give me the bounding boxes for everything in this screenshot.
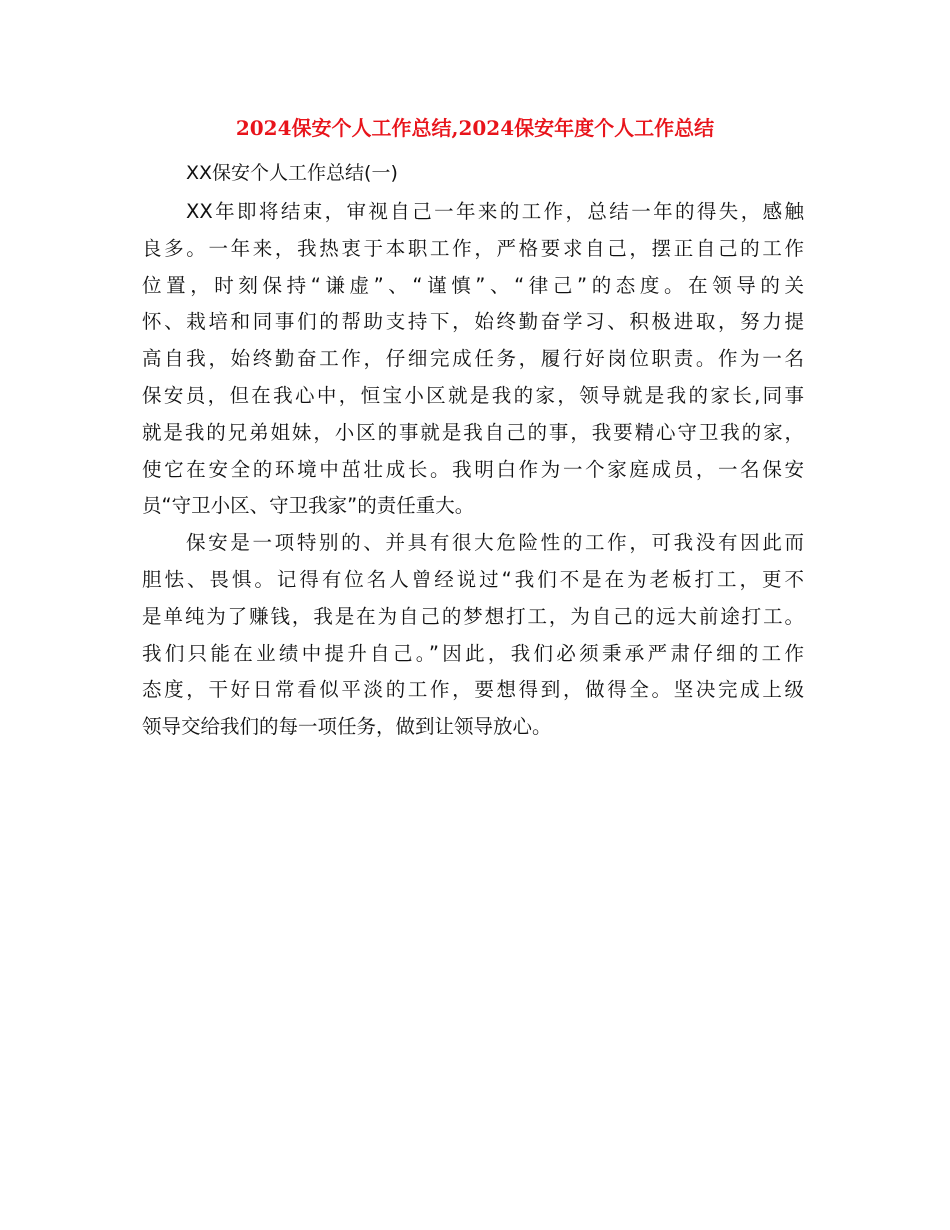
paragraph-line: 位置，时刻保持“谦虚”、“谨慎”、“律己”的态度。在领导的关 xyxy=(142,273,804,297)
document-body xyxy=(142,194,804,746)
paragraph-line: 领导交给我们的每一项任务，做到让领导放心。 xyxy=(142,715,552,739)
paragraph-line: XX年即将结束，审视自己一年来的工作，总结一年的得失，感触 xyxy=(186,200,804,223)
paragraph-line: 我们只能在业绩中提升自己。”因此，我们必须秉承严肃仔细的工作 xyxy=(142,641,804,665)
section-heading: XX保安个人工作总结(一) xyxy=(186,162,398,184)
paragraph-line: 高自我，始终勤奋工作，仔细完成任务，履行好岗位职责。作为一名 xyxy=(142,347,804,371)
paragraph-line: 保安员，但在我心中，恒宝小区就是我的家，领导就是我的家长,同事 xyxy=(142,383,804,407)
paragraph-line: 良多。一年来，我热衷于本职工作，严格要求自己，摆正自己的工作 xyxy=(142,236,804,260)
document-title: 2024保安个人工作总结,2024保安年度个人工作总结 xyxy=(235,116,715,140)
paragraph-line: 是单纯为了赚钱，我是在为自己的梦想打工，为自己的远大前途打工。 xyxy=(142,604,804,628)
paragraph-2 xyxy=(142,525,804,746)
paragraph-line: 态度，干好日常看似平淡的工作，要想得到，做得全。坚决完成上级 xyxy=(142,678,804,702)
paragraph-line: 保安是一项特别的、并具有很大危险性的工作，可我没有因此而 xyxy=(186,531,804,555)
paragraph-line: 怀、栽培和同事们的帮助支持下，始终勤奋学习、积极进取，努力提 xyxy=(142,310,804,334)
paragraph-line: 使它在安全的环境中茁壮成长。我明白作为一个家庭成员，一名保安 xyxy=(142,457,804,481)
paragraph-line: 胆怯、畏惧。记得有位名人曾经说过“我们不是在为老板打工，更不 xyxy=(142,567,804,591)
paragraph-line: 员“守卫小区、守卫我家”的责任重大。 xyxy=(142,494,475,518)
paragraph-line: 就是我的兄弟姐妹，小区的事就是我自己的事，我要精心守卫我的家， xyxy=(142,420,804,444)
paragraph-1 xyxy=(142,194,804,525)
